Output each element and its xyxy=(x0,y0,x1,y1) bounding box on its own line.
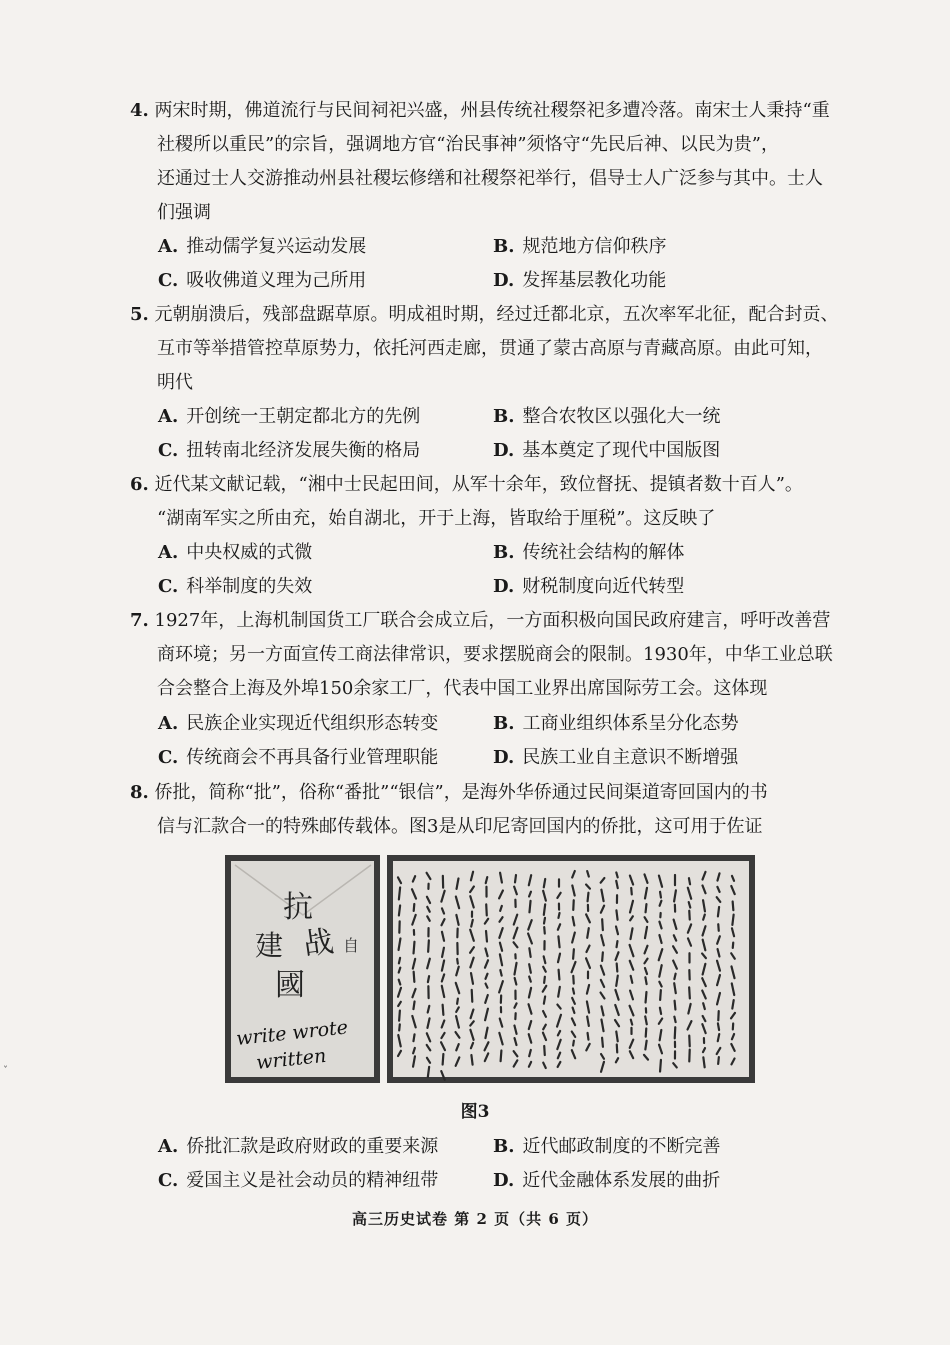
question-text-line: “湖南军实之所由充，始自湖北，开于上海，皆取给于厘税”。这反映了 xyxy=(157,508,716,529)
handwriting-stroke xyxy=(646,992,647,1003)
handwriting-stroke xyxy=(544,918,545,924)
question-text-line: 明代 xyxy=(157,372,193,393)
handwriting-stroke xyxy=(674,1017,675,1022)
question-5 xyxy=(130,298,860,400)
handwriting-stroke xyxy=(457,959,458,964)
option-d: D. 财税制度向近代转型 xyxy=(493,576,685,597)
handwriting-stroke xyxy=(558,936,559,947)
question-number: 8. xyxy=(130,782,149,803)
scan-mark: ˇ xyxy=(3,1066,8,1077)
handwriting-stroke xyxy=(529,977,531,982)
handwriting-stroke xyxy=(399,905,400,915)
handwriting-stroke xyxy=(631,1020,632,1025)
question-text-line: 信与汇款合一的特殊邮传载体。图3是从印尼寄回国内的侨批，这可用于佐证 xyxy=(157,816,763,837)
handwriting-stroke xyxy=(631,976,633,983)
handwriting-stroke xyxy=(660,990,661,1000)
handwriting-stroke xyxy=(645,1016,647,1024)
handwriting-stroke xyxy=(616,1032,617,1042)
handwriting-stroke xyxy=(718,1034,719,1041)
handwriting-stroke xyxy=(500,970,501,976)
handwriting-stroke xyxy=(573,988,574,993)
question-7 xyxy=(130,604,860,706)
handwriting-stroke xyxy=(399,888,400,900)
option-d: D. 发挥基层教化功能 xyxy=(493,270,667,291)
option-b: B. 工商业组织体系呈分化态势 xyxy=(493,713,739,734)
question-6 xyxy=(130,468,860,536)
handwriting-stroke xyxy=(544,904,545,915)
handwriting-stroke xyxy=(544,996,545,1003)
handwriting-stroke xyxy=(428,1006,430,1013)
handwriting-stroke xyxy=(660,1008,661,1014)
envelope-char: 抗 xyxy=(283,890,313,925)
question-4 xyxy=(130,94,860,230)
option-c: C. 传统商会不再具备行业管理职能 xyxy=(158,747,439,768)
handwriting-stroke xyxy=(558,913,559,918)
handwriting-stroke xyxy=(660,1060,661,1072)
option-b: B. 整合农牧区以强化大一统 xyxy=(493,406,721,427)
page-footer: 高三历史试卷 第 2 页（共 6 页） xyxy=(352,1210,598,1228)
handwriting-stroke xyxy=(689,987,690,998)
handwriting-stroke xyxy=(645,977,646,984)
handwriting-stroke xyxy=(544,879,545,887)
question-text-line: 两宋时期，佛道流行与民间祠祀兴盛，州县传统社稷祭祀多遭冷落。南宋士人秉持“重 xyxy=(154,100,830,121)
handwriting-stroke xyxy=(718,1023,719,1030)
handwriting-stroke xyxy=(414,972,415,982)
handwriting-stroke xyxy=(674,983,676,993)
envelope-char: 战 xyxy=(301,924,336,963)
envelope-char: 自 xyxy=(343,936,360,955)
question-4-options xyxy=(158,230,858,298)
envelope-char: 國 xyxy=(275,968,305,1003)
handwriting-stroke xyxy=(471,1055,472,1065)
question-number: 4. xyxy=(130,100,149,121)
handwriting-stroke xyxy=(457,999,458,1004)
envelope-char: 建 xyxy=(255,929,284,962)
option-a: A. 推动儒学复兴运动发展 xyxy=(158,236,367,257)
question-number: 5. xyxy=(130,304,149,325)
handwriting-stroke xyxy=(703,1057,704,1067)
qiaopi-photo xyxy=(225,855,755,1083)
question-text-line: 们强调 xyxy=(157,202,211,223)
option-c: C. 科举制度的失效 xyxy=(158,576,313,597)
question-text-line: 元朝崩溃后，残部盘踞草原。明成祖时期，经过迁都北京，五次率军北征，配合封贡、 xyxy=(154,304,839,325)
handwriting-stroke xyxy=(529,901,530,912)
question-text-line: 1927年，上海机制国货工厂联合会成立后，一方面积极向国民政府建言，呼吁改善营 xyxy=(154,610,831,631)
handwriting-stroke xyxy=(732,1000,733,1008)
option-c: C. 爱国主义是社会动员的精神纽带 xyxy=(158,1170,439,1191)
handwriting-stroke xyxy=(472,990,473,1002)
handwriting-stroke xyxy=(428,976,429,982)
question-text-line: 侨批，简称“批”，俗称“番批”“银信”，是海外华侨通过民间渠道寄回国内的书 xyxy=(154,782,768,803)
option-b: B. 规范地方信仰秩序 xyxy=(493,236,667,257)
question-7-options xyxy=(158,707,858,775)
handwriting-stroke xyxy=(515,875,516,882)
option-d: D. 近代金融体系发展的曲折 xyxy=(493,1170,721,1191)
handwriting-stroke xyxy=(718,1057,719,1064)
handwriting-stroke xyxy=(399,1011,400,1021)
handwriting-stroke xyxy=(414,942,415,954)
option-c: C. 扭转南北经济发展失衡的格局 xyxy=(158,440,421,461)
handwriting-stroke xyxy=(529,948,530,957)
handwriting-stroke xyxy=(675,1027,676,1038)
handwriting-stroke xyxy=(544,977,545,983)
handwriting-stroke xyxy=(486,931,487,942)
handwriting-stroke xyxy=(602,952,603,961)
handwriting-stroke xyxy=(428,1067,429,1077)
option-c: C. 吸收佛道义理为己所用 xyxy=(158,270,367,291)
handwriting-stroke xyxy=(645,1041,646,1050)
handwriting-stroke xyxy=(414,904,415,911)
handwriting-stroke xyxy=(399,980,401,985)
figure-caption: 图3 xyxy=(460,1102,490,1122)
option-a: A. 中央权威的式微 xyxy=(158,542,313,563)
option-a: A. 民族企业实现近代组织形态转变 xyxy=(158,713,439,734)
handwriting-stroke xyxy=(602,1038,603,1047)
question-number: 7. xyxy=(130,610,149,631)
option-a: A. 开创统一王朝定都北方的先例 xyxy=(158,406,421,427)
letter-paper xyxy=(393,861,749,1077)
handwriting-stroke xyxy=(501,1051,502,1062)
handwriting-stroke xyxy=(413,1034,414,1041)
question-text-line: 近代某文献记载，“湘中士民起田间，从军十余年，致位督抚、提镇者数十百人”。 xyxy=(154,474,803,495)
question-8 xyxy=(130,776,860,844)
handwriting-stroke xyxy=(544,1046,545,1055)
handwriting-stroke xyxy=(718,907,719,916)
question-number: 6. xyxy=(130,474,149,495)
handwriting-stroke xyxy=(733,901,734,910)
question-6-options xyxy=(158,536,858,604)
handwriting-stroke xyxy=(646,1028,647,1036)
handwriting-stroke xyxy=(617,941,618,947)
handwriting-stroke xyxy=(689,902,691,907)
handwriting-stroke xyxy=(399,1024,400,1030)
handwriting-stroke xyxy=(573,1041,574,1046)
handwriting-stroke xyxy=(443,1054,444,1065)
handwriting-stroke xyxy=(399,958,400,964)
option-b: B. 近代邮政制度的不断完善 xyxy=(493,1136,721,1157)
envelope-handwriting: written xyxy=(255,1044,328,1074)
question-text-line: 合会整合上海及外埠150余家工厂，代表中国工业界出席国际劳工会。这体现 xyxy=(157,678,768,699)
question-text-line: 还通过士人交游推动州县社稷坛修缮和社稷祭祀举行，倡导士人广泛参与其中。士人 xyxy=(157,168,823,189)
handwriting-stroke xyxy=(631,888,632,894)
option-d: D. 民族工业自主意识不断增强 xyxy=(493,747,739,768)
handwriting-stroke xyxy=(544,927,545,933)
question-text-line: 社稷所以重民”的宗旨，强调地方官“治民事神”须恪守“先民后神、以民为贵”， xyxy=(157,134,780,155)
handwriting-stroke xyxy=(674,974,675,979)
handwriting-stroke xyxy=(559,970,560,980)
option-b: B. 传统社会结构的解体 xyxy=(493,542,685,563)
question-text-line: 商环境；另一方面宣传工商法律常识，要求摆脱商会的限制。1930年，中华工业总联 xyxy=(157,644,833,665)
question-8-options xyxy=(158,1130,858,1198)
envelope-handwriting: write wrote xyxy=(235,1016,349,1050)
handwriting-stroke xyxy=(471,920,473,927)
handwriting-stroke xyxy=(443,1005,444,1015)
handwriting-stroke xyxy=(616,872,617,877)
option-d: D. 基本奠定了现代中国版图 xyxy=(493,440,721,461)
figure-3-qiaopi xyxy=(225,855,755,1083)
option-a: A. 侨批汇款是政府财政的重要来源 xyxy=(158,1136,439,1157)
handwriting-stroke xyxy=(399,968,401,973)
question-5-options xyxy=(158,400,858,468)
handwriting-stroke xyxy=(587,928,589,938)
handwriting-stroke xyxy=(675,1001,676,1010)
handwriting-stroke xyxy=(486,904,487,915)
handwriting-stroke xyxy=(428,940,429,951)
handwriting-stroke xyxy=(689,878,690,884)
handwriting-stroke xyxy=(646,904,647,912)
handwriting-stroke xyxy=(616,910,617,919)
handwriting-stroke xyxy=(616,881,618,888)
handwriting-stroke xyxy=(573,949,574,958)
handwriting-stroke xyxy=(588,893,589,902)
handwriting-stroke xyxy=(486,877,488,883)
handwriting-stroke xyxy=(617,964,618,972)
handwriting-stroke xyxy=(732,915,733,925)
handwriting-stroke xyxy=(588,1033,589,1040)
handwriting-stroke xyxy=(602,919,603,930)
handwriting-stroke xyxy=(413,1001,414,1009)
question-text-line: 互市等举措管控草原势力，依托河西走廊，贯通了蒙古高原与青藏高原。由此可知， xyxy=(157,338,823,359)
handwriting-stroke xyxy=(616,976,618,986)
handwriting-stroke xyxy=(660,892,661,898)
